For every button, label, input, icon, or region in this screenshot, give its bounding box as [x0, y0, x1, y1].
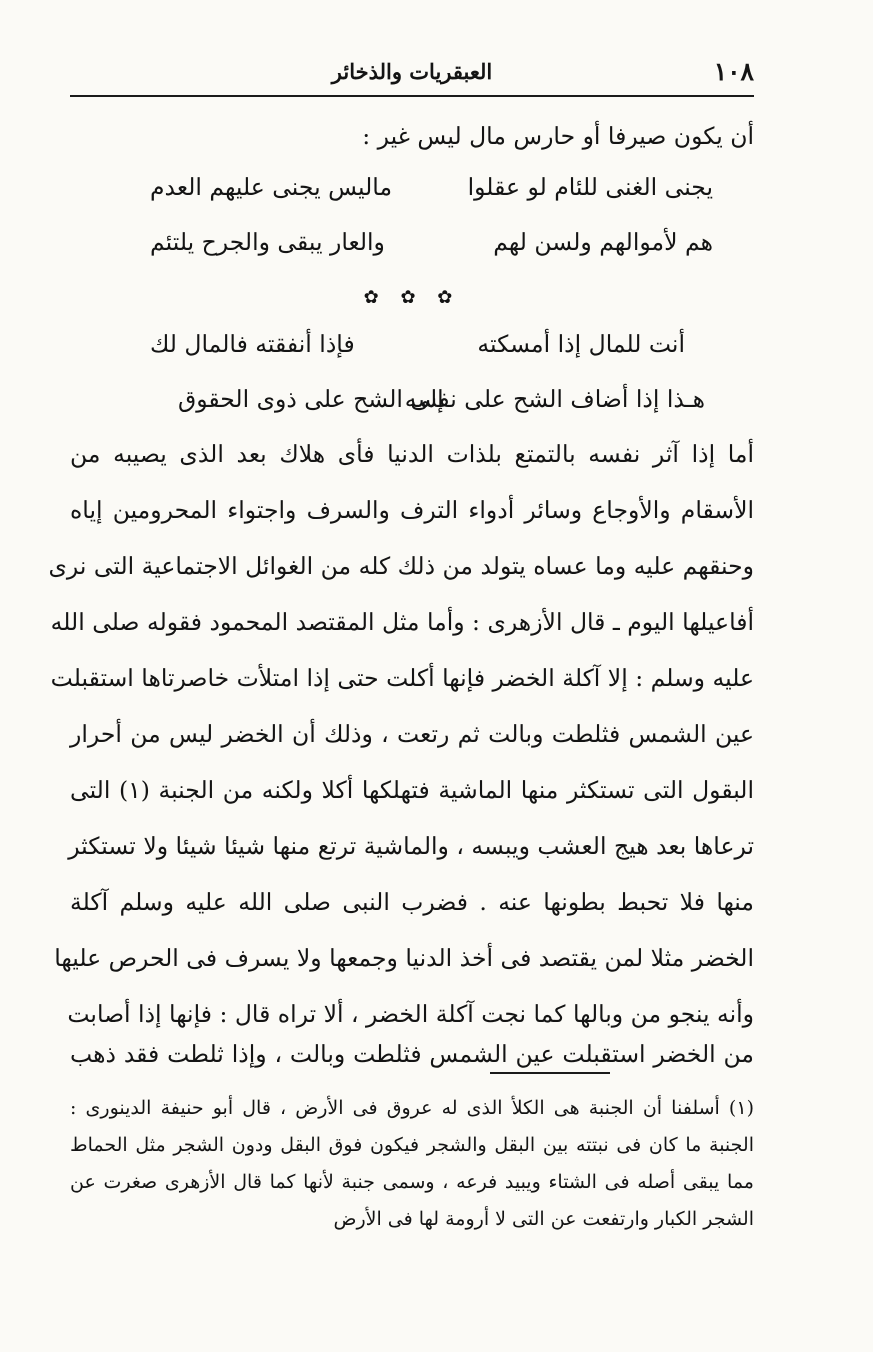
- body-line-4: أفاعيلها اليوم ـ قال الأزهرى : وأما مثل المقتصد المحمود فقوله صلى الله: [50, 608, 754, 636]
- footnote-line-4: الشجر الكبار وارتفعت عن التى لا أرومة لها فى الأرض: [333, 1208, 754, 1230]
- verse-3-first-hemistich: أنت للمال إذا أمسكته: [477, 330, 685, 358]
- verse-1-second-hemistich: ماليس يجنى عليهم العدم: [150, 173, 393, 201]
- body-line-8: ترعاها بعد هيج العشب ويبسه ، والماشية ترتع منها شيئا شيئا ولا تستكثر: [68, 832, 754, 860]
- body-line-9: منها فلا تحبط بطونها عنه . فضرب النبى صلى الله عليه وسلم آكلة: [70, 888, 754, 916]
- page-number: ١٠٨: [713, 57, 754, 86]
- footnote-line-3: مما يبقى أصله فى الشتاء ويبيد فرعه ، وسمى جنبة لأنها كما قال الأزهرى صغرت عن: [70, 1171, 754, 1193]
- intro-line: أن يكون صيرفا أو حارس مال ليس غير :: [362, 122, 754, 150]
- body-line-2: الأسقام والأوجاع وسائر أدواء الترف والسرف واجتواء المحرومين إياه: [70, 496, 754, 524]
- body-line-6: عين الشمس فثلطت وبالت ثم رتعت ، وذلك أن الخضر ليس من أحرار: [70, 720, 754, 748]
- body-line-1: أما إذا آثر نفسه بالتمتع بلذات الدنيا فأى هلاك بعد الذى يصيبه من: [70, 440, 754, 468]
- body-line-3: وحنقهم عليه وما عساه يتولد من ذلك كله من الغوائل الاجتماعية التى نرى: [48, 552, 754, 580]
- section-separator: ✿ ✿ ✿: [363, 287, 461, 308]
- footnote-line-1: (١) أسلفنا أن الجنبة هى الكلأ الذى له عروق فى الأرض ، قال أبو حنيفة الدينورى :: [70, 1097, 754, 1119]
- verse-2-first-hemistich: هم لأموالهم ولسن لهم: [493, 228, 713, 256]
- body-line-5: عليه وسلم : إلا آكلة الخضر فإنها أكلت حتى إذا امتلأت خاصرتاها استقبلت: [50, 664, 754, 692]
- page-header: [70, 55, 754, 97]
- couplet-note-second: إلى الشح على ذوى الحقوق: [178, 385, 444, 413]
- verse-1-first-hemistich: يجنى الغنى للئام لو عقلوا: [467, 173, 713, 201]
- body-line-10: الخضر مثلا لمن يقتصد فى أخذ الدنيا وجمعها ولا يسرف فى الحرص عليها: [54, 944, 754, 972]
- couplet-note-first: هـذا إذا أضاف الشح على نفسه: [404, 385, 705, 413]
- running-title: العبقريات والذخائر: [331, 59, 493, 84]
- footnote-rule: [490, 1072, 610, 1074]
- body-line-7: البقول التى تستكثر منها الماشية فتهلكها أكلا ولكنه من الجنبة (١) التى: [70, 776, 754, 804]
- body-line-11: وأنه ينجو من وبالها كما نجت آكلة الخضر ، ألا تراه قال : فإنها إذا أصابت: [67, 1000, 754, 1028]
- footnote-line-2: الجنبة ما كان فى نبتته بين البقل والشجر فيكون فوق البقل ودون الشجر مثل الحماط: [70, 1134, 754, 1156]
- body-line-12: من الخضر استقبلت عين الشمس فثلطت وبالت ، وإذا ثلطت فقد ذهب: [70, 1040, 754, 1068]
- verse-3-second-hemistich: فإذا أنفقته فالمال لك: [150, 330, 355, 358]
- verse-2-second-hemistich: والعار يبقى والجرح يلتئم: [150, 228, 385, 256]
